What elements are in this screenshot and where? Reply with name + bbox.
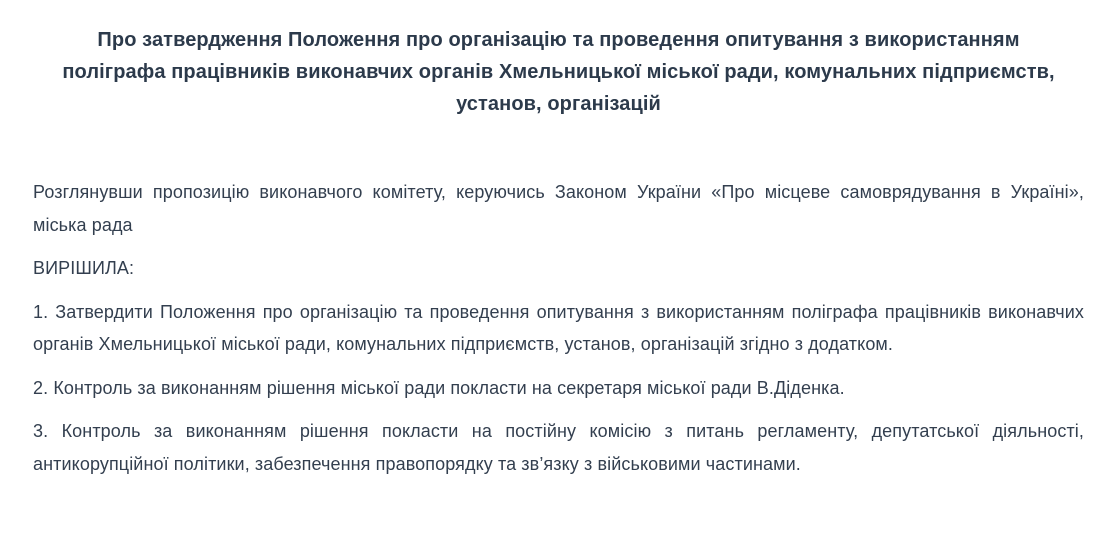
document-body bbox=[0, 176, 1117, 480]
resolution-item-3: 3. Контроль за виконанням рішення покласти на постійну комісію з питань регламенту, депутатської діяльності, антикорупційної політики, забезпечення правопорядку та зв’язку з військовими частинами. bbox=[33, 421, 1084, 474]
preamble-paragraph: Розглянувши пропозицію виконавчого комітету, керуючись Законом України «Про місцеве самоврядування в Україні», міська рада bbox=[33, 182, 1084, 235]
resolution-keyword: ВИРІШИЛА: bbox=[33, 258, 135, 278]
resolution-item-2: 2. Контроль за виконанням рішення міської ради покласти на секретаря міської ради В.Діденка. bbox=[33, 377, 845, 398]
document-title: Про затвердження Положення про організацію та проведення опитування з використанням поліграфа працівників виконавчих органів Хмельницької міської ради, комунальних підприємств, установ, організацій bbox=[62, 29, 1055, 115]
resolution-item-1: 1. Затвердити Положення про організацію та проведення опитування з використанням поліграфа працівників виконавчих органів Хмельницької міської ради, комунальних підприємств, установ, організацій згідно з додатком. bbox=[33, 301, 1084, 354]
